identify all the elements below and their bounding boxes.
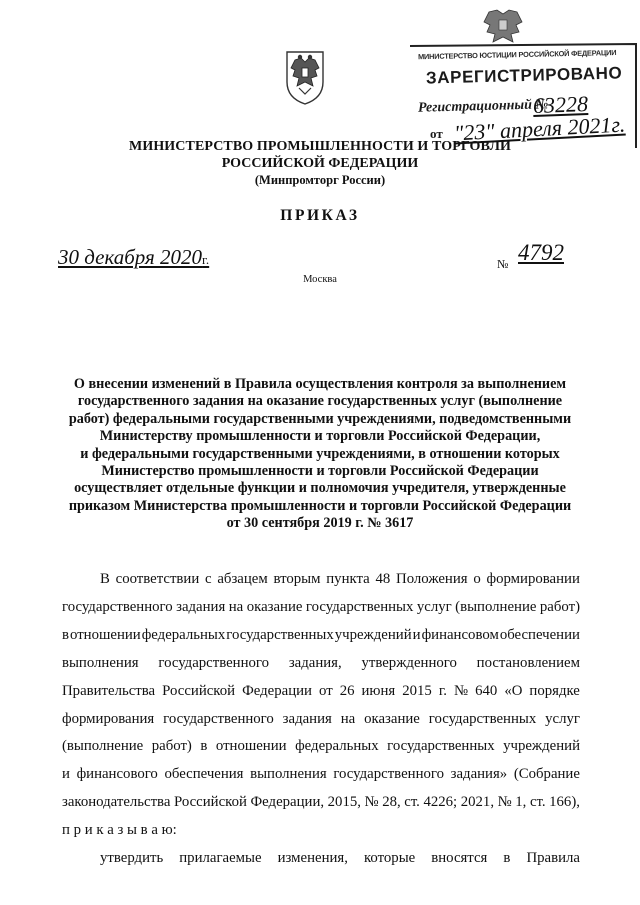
body-word: задания, bbox=[288, 654, 342, 671]
body-word: изменения, bbox=[277, 850, 348, 867]
body-word: работ) bbox=[151, 738, 192, 755]
body-word: г. bbox=[438, 682, 447, 699]
coat-of-arms-icon bbox=[283, 48, 327, 106]
body-word: прилагаемые bbox=[179, 850, 262, 867]
body-word: задания» bbox=[450, 766, 508, 783]
stamp-organization: МИНИСТЕРСТВО ЮСТИЦИИ РОССИЙСКОЙ ФЕДЕРАЦИИ bbox=[417, 48, 617, 62]
body-word: 166), bbox=[549, 794, 580, 811]
body-word: государственных bbox=[387, 738, 495, 755]
body-line bbox=[62, 761, 580, 789]
body-word: выполнения bbox=[62, 654, 139, 671]
subject-line: Министерству промышленности и торговли Российской Федерации, bbox=[99, 428, 541, 445]
body-word: государственного bbox=[163, 710, 274, 727]
ministry-short-name: (Минпромторг России) bbox=[254, 173, 386, 187]
stamp-number-label: Регистрационный № bbox=[417, 97, 549, 116]
body-word: обеспечении bbox=[499, 626, 580, 643]
body-word: 2015, bbox=[327, 794, 361, 811]
body-word: государственных bbox=[428, 710, 537, 727]
body-word: оказание bbox=[364, 710, 420, 727]
body-word: выполнения bbox=[250, 766, 327, 783]
body-word: государственных bbox=[305, 598, 414, 615]
body-word: 2021, bbox=[460, 794, 495, 811]
body-word: законодательства bbox=[62, 794, 171, 811]
body-word: о bbox=[473, 571, 481, 587]
body-word: порядке bbox=[529, 682, 580, 699]
stamp-status: ЗАРЕГИСТРИРОВАНО bbox=[425, 63, 623, 88]
body-word: которые bbox=[363, 850, 416, 867]
body-word: от bbox=[319, 682, 333, 699]
body-word: 4226; bbox=[423, 794, 458, 811]
body-word: государственного bbox=[158, 654, 270, 671]
body-word: на bbox=[228, 598, 244, 615]
body-word: отношении bbox=[70, 626, 141, 643]
order-date bbox=[58, 245, 209, 270]
order-date-suffix: г. bbox=[202, 252, 210, 267]
ministry-name: МИНИСТЕРСТВО ПРОМЫШЛЕННОСТИ И ТОРГОВЛИ bbox=[129, 139, 511, 154]
body-word: В bbox=[100, 571, 110, 587]
body-line bbox=[62, 789, 580, 817]
body-word: оказание bbox=[246, 598, 303, 615]
subject-line: и федеральными государственными учреждениями, в отношении которых bbox=[80, 445, 560, 462]
order-body bbox=[62, 566, 580, 873]
ministry-name-line2: РОССИЙСКОЙ ФЕДЕРАЦИИ bbox=[221, 156, 419, 171]
body-word: Правительства bbox=[62, 682, 156, 699]
body-word: финансовом bbox=[421, 626, 499, 643]
body-word: 640 bbox=[475, 682, 498, 699]
body-word: и bbox=[412, 626, 421, 643]
body-word: в bbox=[62, 626, 69, 643]
body-word: ст. bbox=[404, 794, 420, 811]
body-word: работ) bbox=[539, 598, 580, 615]
registration-stamp bbox=[396, 4, 636, 146]
body-word: задания bbox=[282, 710, 332, 727]
body-word: 28, bbox=[382, 794, 401, 811]
order-subject bbox=[55, 376, 585, 533]
stamp-number: 63228 bbox=[532, 91, 589, 118]
body-word: Российской bbox=[162, 682, 236, 699]
body-line bbox=[62, 706, 580, 734]
body-word: Федерации, bbox=[250, 794, 325, 811]
body-word: федеральных bbox=[295, 738, 379, 755]
body-word: 48 bbox=[375, 571, 391, 587]
body-line bbox=[62, 622, 580, 650]
order-date-value: 30 декабря 2020 bbox=[58, 245, 203, 269]
subject-line: приказом Министерства промышленности и торговли Российской Федерации bbox=[68, 497, 572, 514]
body-word: задания bbox=[176, 598, 226, 615]
body-word: пункта bbox=[326, 571, 370, 587]
body-word: постановлением bbox=[476, 654, 580, 671]
body-word: утвержденного bbox=[361, 654, 457, 671]
body-word: Правила bbox=[526, 850, 580, 867]
subject-line: государственного задания на оказание государственных услуг (выполнение bbox=[77, 393, 563, 410]
body-word: утвердить bbox=[100, 850, 164, 867]
body-word: вносятся bbox=[431, 850, 488, 867]
body-line bbox=[62, 650, 580, 678]
document-type: ПРИКАЗ bbox=[280, 207, 360, 224]
body-word: (выполнение bbox=[455, 598, 537, 615]
subject-line: О внесении изменений в Правила осуществления контроля за выполнением bbox=[73, 376, 567, 392]
body-word: № bbox=[364, 794, 379, 811]
body-line bbox=[62, 566, 580, 594]
body-word: формирования bbox=[62, 710, 155, 727]
body-word: обеспечения bbox=[164, 766, 244, 783]
body-word: федеральных bbox=[141, 626, 226, 643]
body-word: № bbox=[453, 682, 469, 699]
body-word: учреждений bbox=[503, 738, 580, 755]
body-word: 2015 bbox=[402, 682, 432, 699]
body-word: Российской bbox=[173, 794, 247, 811]
body-word: июня bbox=[361, 682, 396, 699]
body-word: № bbox=[497, 794, 512, 811]
body-line bbox=[62, 845, 580, 873]
body-word: с bbox=[205, 571, 212, 587]
body-word: в bbox=[200, 738, 208, 755]
body-word: государственного bbox=[62, 598, 173, 615]
city: Москва bbox=[303, 274, 337, 285]
body-line bbox=[62, 678, 580, 706]
body-word: соответствии bbox=[115, 571, 200, 587]
body-word: Положения bbox=[396, 571, 468, 587]
stamp-date-label: от bbox=[430, 126, 443, 141]
body-line bbox=[62, 594, 580, 622]
subject-line: работ) федеральными государственными учреждениями, подведомственными bbox=[68, 410, 572, 427]
body-line bbox=[62, 817, 580, 845]
body-line bbox=[62, 733, 580, 761]
body-word: на bbox=[340, 710, 356, 727]
stamp-date: "23" апреля 2021г. bbox=[453, 111, 626, 146]
order-number: 4792 bbox=[518, 240, 564, 265]
body-word: (Собрание bbox=[513, 766, 580, 783]
body-word: п р и к а з ы в а ю: bbox=[62, 822, 177, 839]
body-word: ст. bbox=[529, 794, 546, 811]
subject-line: осуществляет отдельные функции и полномочия учредителя, утвержденные bbox=[74, 480, 566, 497]
body-word: услуг bbox=[416, 598, 452, 615]
subject-line: Министерство промышленности и торговли Российской Федерации bbox=[101, 463, 539, 480]
number-sign: № bbox=[497, 257, 509, 271]
subject-line: от 30 сентября 2019 г. № 3617 bbox=[226, 515, 414, 532]
body-word: Федерации bbox=[242, 682, 312, 699]
body-word: 1, bbox=[515, 794, 527, 811]
body-word: учреждений bbox=[334, 626, 412, 643]
body-word: 26 bbox=[339, 682, 355, 699]
body-word: услуг bbox=[545, 710, 580, 727]
body-word: и bbox=[62, 766, 70, 783]
body-word: государственных bbox=[226, 626, 334, 643]
body-word: государственного bbox=[333, 766, 444, 783]
body-word: финансового bbox=[76, 766, 158, 783]
body-word: (выполнение bbox=[62, 738, 144, 755]
body-word: отношении bbox=[215, 738, 287, 755]
body-word: «О bbox=[504, 682, 523, 699]
body-word: в bbox=[503, 850, 511, 867]
body-word: абзацем bbox=[217, 571, 268, 587]
body-word: формировании bbox=[486, 571, 580, 587]
body-word: вторым bbox=[273, 571, 321, 587]
